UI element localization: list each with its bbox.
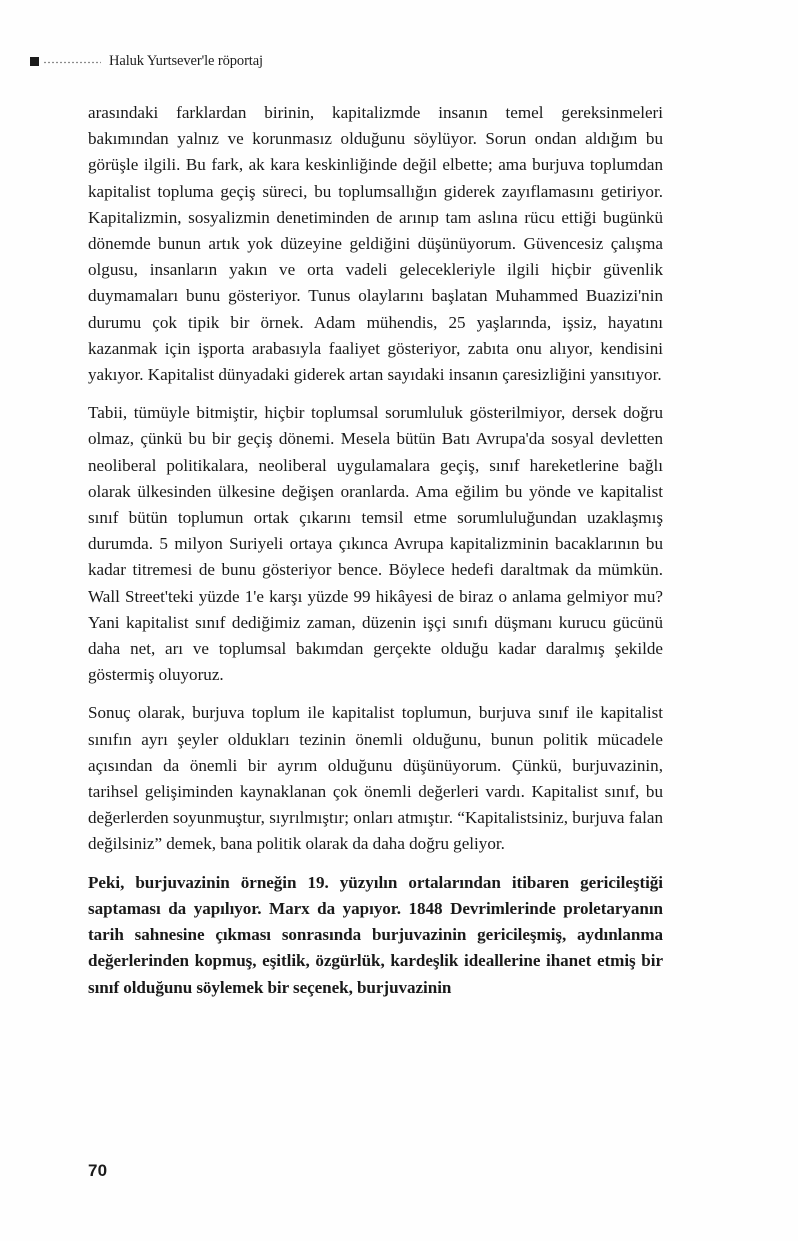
body-text-column [88,100,663,1001]
paragraph-3: Sonuç olarak, burjuva toplum ile kapitalist toplumun, burjuva sınıf ile kapitalist sınıfın ayrı şeyler oldukları tezinin önemli olduğunu, bunun politik mücadele açısından da önemli bir ayrım olduğunu düşünüyorum. Çünkü, burjuvazinin, tarihsel gelişiminden kaynaklanan çok önemli değerleri vardı. Kapitalist sınıf, bu değerlerden soyunmuştur, sıyrılmıştır; onları atmıştır. “Kapitalistsiniz, burjuva falan değilsiniz” demek, bana politik olarak da daha doğru geliyor. [88,703,663,854]
filled-square-icon [30,57,39,66]
paragraph-4-question: Peki, burjuvazinin örneğin 19. yüzyılın ortalarından itibaren gericileştiği saptaması da yapılıyor. Marx da yapıyor. 1848 Devrimlerinde proletaryanın tarih sahnesine çıkması sonrasında burjuvazinin gericileşmiş, aydınlanma değerlerinden kopmuş, eşitlik, özgürlük, kardeşlik ideallerine ihanet etmiş bir sınıf olduğunu söylemek bir seçenek, burjuvazinin [88,872,663,997]
paragraph-2: Tabii, tümüyle bitmiştir, hiçbir toplumsal sorumluluk gösterilmiyor, dersek doğru olmaz, çünkü bu bir geçiş dönemi. Mesela bütün Batı Avrupa'da sosyal devletten neoliberal politikalara, neoliberal uygulamalara geçiş, sınıf hareketlerine bağlı olarak ülkesinden ülkesine değişen oranlarda. Ama eğilim bu yönde ve kapitalist sınıf bütün toplumun ortak çıkarını temsil etme sorumluluğundan uzaklaşmış durumda. 5 milyon Suriyeli ortaya çıkınca Avrupa kapitalizminin bacaklarının bu kadar titremesi de bunu gösteriyor bence. Böylece hedefi daraltmak da mümkün. Wall Street'teki yüzde 1'e karşı yüzde 99 hikâyesi de biraz o anlama gelmiyor mu? Yani kapitalist sınıf dediğimiz zaman, düzenin işçi sınıfı düşmanı kurucu gücünü daha net, arı ve toplumsal bakımdan gerçekte olduğu kadar daralmış şekilde göstermiş oluyoruz. [88,403,663,685]
running-header [30,50,670,72]
dotted-rule-icon [43,58,101,67]
running-header-title: Haluk Yurtsever'le röportaj [109,52,263,69]
paragraph-1: arasındaki farklardan birinin, kapitalizmde insanın temel gereksinmeleri bakımından yalnız ve korunmasız olduğunu söylüyor. Sorun ondan aldığım bu görüşle ilgili. Bu fark, ak kara keskinliğinde değil elbette; ama burjuva toplumdan kapitalist topluma geçiş süreci, bu toplumsallığın giderek zayıflamasını getiriyor. Kapitalizmin, sosyalizmin denetiminden de arınıp tam aslına rücu ettiği bugünkü dönemde bunun artık yok düzeyine geldiğini düşünüyorum. Güvencesiz çalışma olgusu, insanların yakın ve orta vadeli gelecekleriyle ilgili hiçbir güvenlik duymamaları bunu gösteriyor. Tunus olaylarını başlatan Muhammed Buazizi'nin durumu çok tipik bir örnek. Adam mühendis, 25 yaşlarında, işsiz, hayatını kazanmak için işporta arabasıyla faaliyet gösteriyor, zabıta onu alıyor, kendisini yakıyor. Kapitalist dünyadaki giderek artan sayıdaki insanın çaresizliğini yansıtıyor. [88,103,663,385]
page-number: 70 [88,1161,108,1180]
